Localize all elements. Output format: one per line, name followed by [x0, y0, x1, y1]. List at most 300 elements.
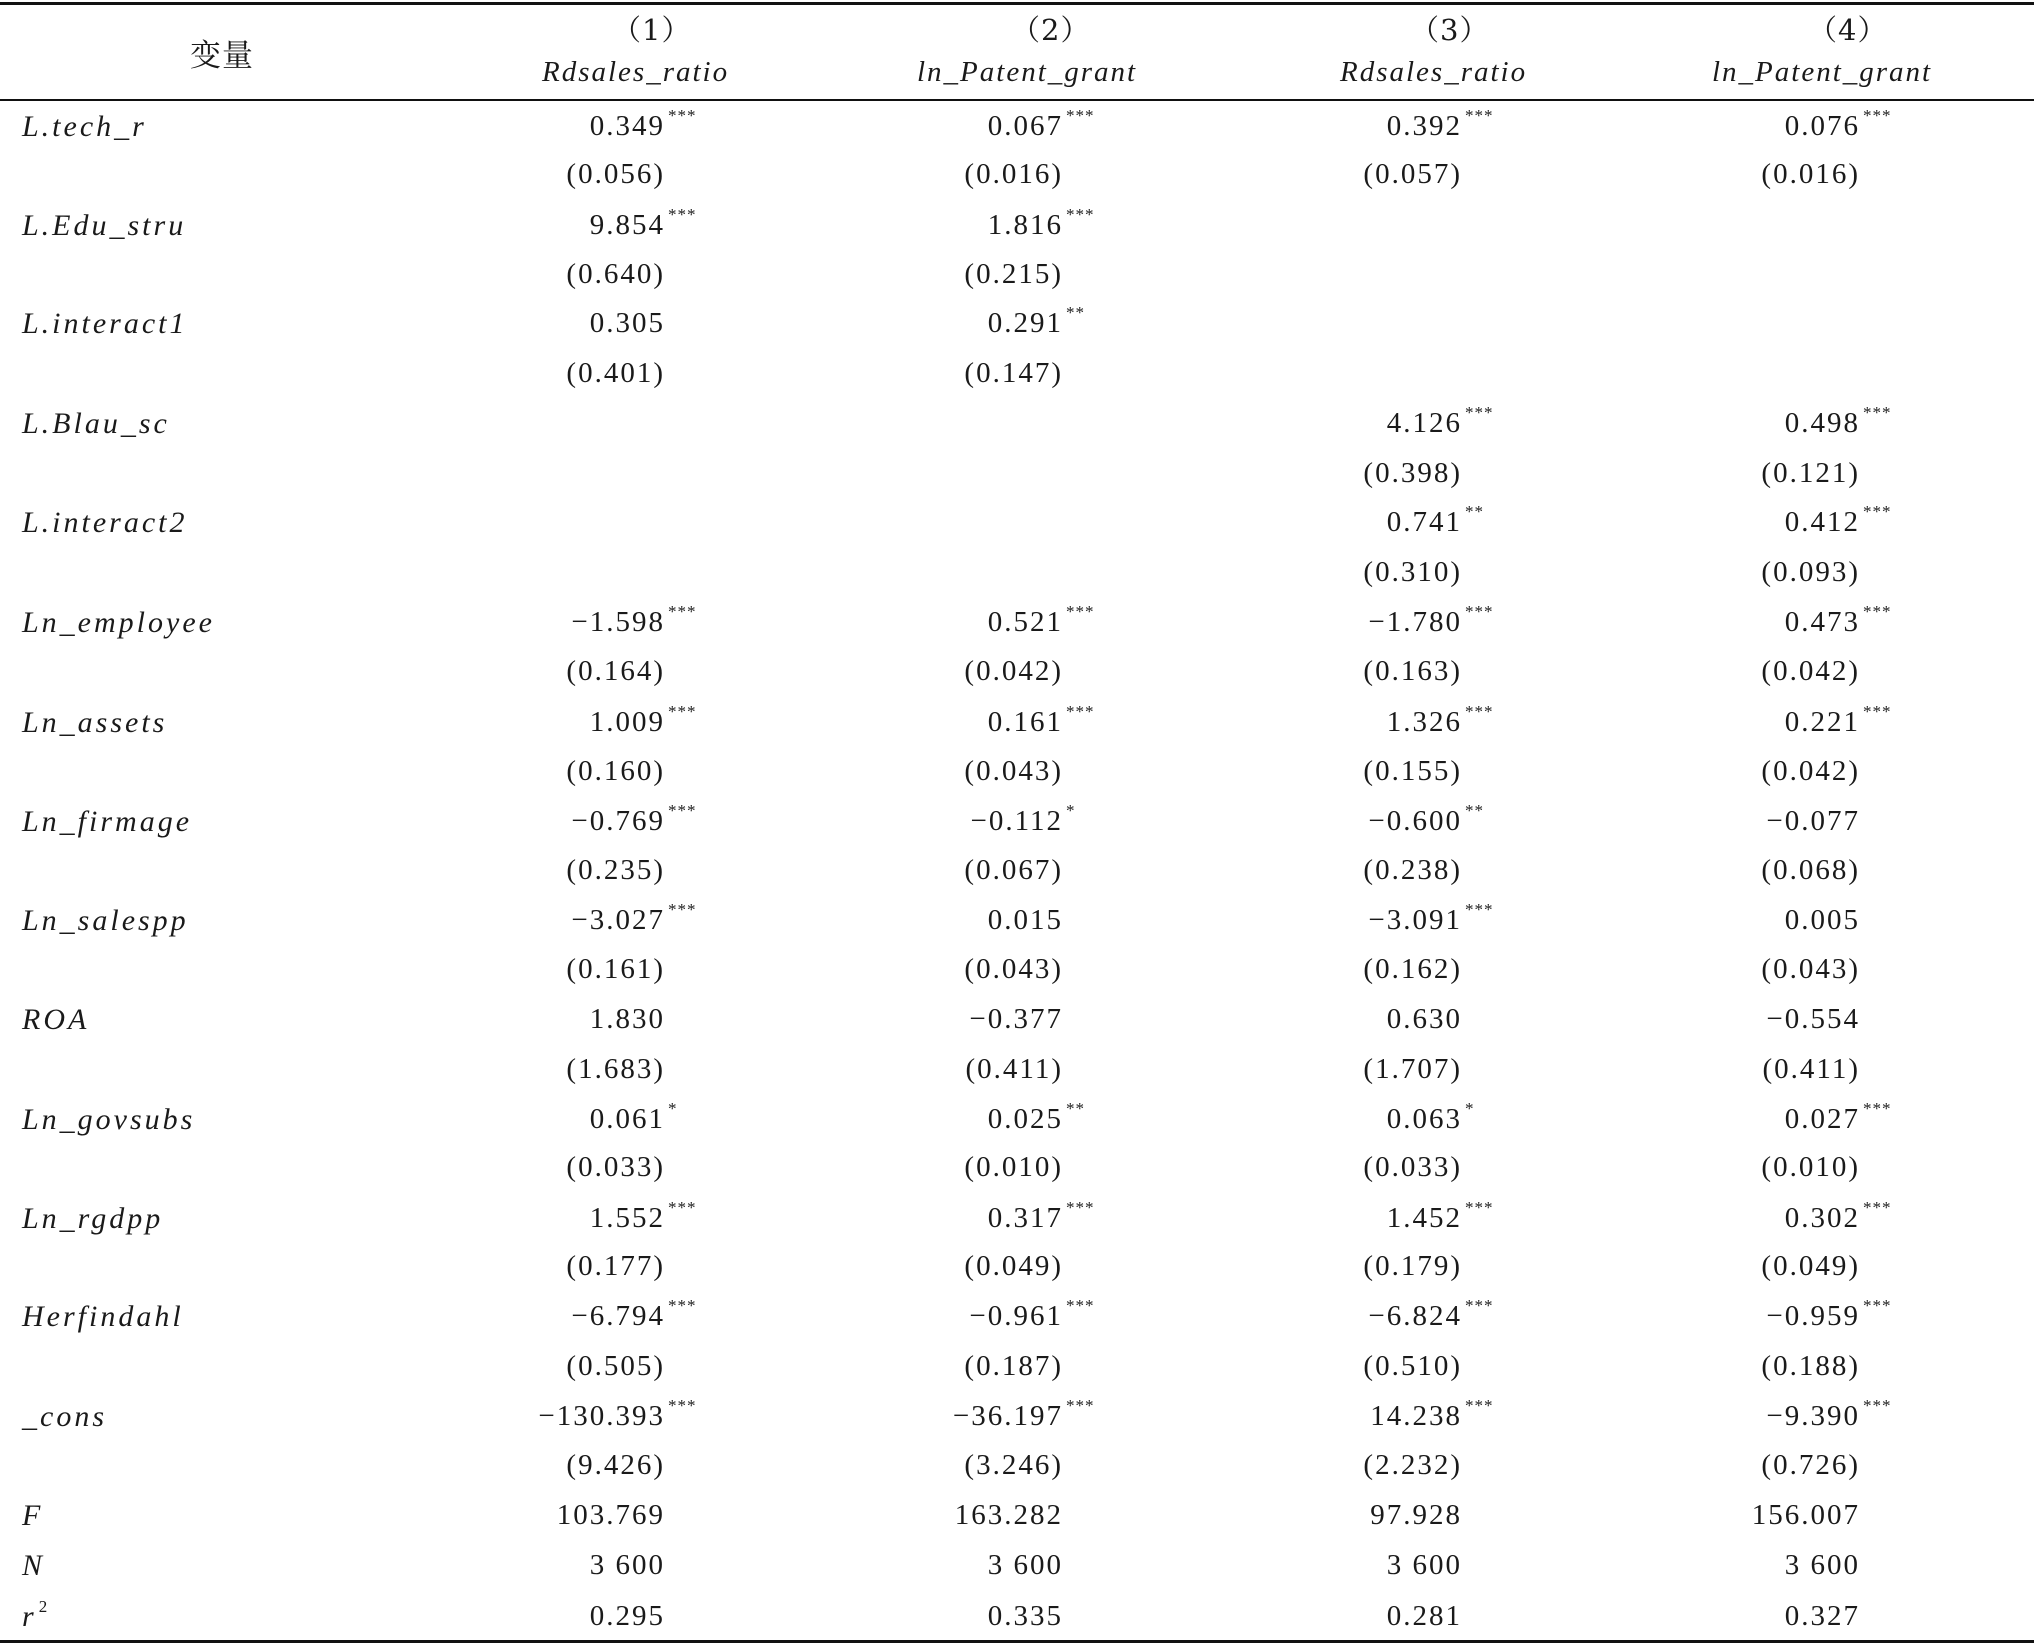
- significance-stars: ***: [1465, 602, 1494, 621]
- cell-value: 0.027: [1784, 1103, 1860, 1135]
- table-cell: [571, 1296, 697, 1333]
- cell-value: 0.015: [987, 904, 1063, 936]
- table-cell: [538, 1396, 697, 1433]
- cell-value: (0.398): [1363, 457, 1462, 489]
- cell-value: −0.077: [1766, 805, 1860, 837]
- row-label: [22, 706, 167, 740]
- row-label-text: N: [22, 1549, 46, 1582]
- table-cell: [1784, 1099, 1892, 1136]
- cell-value: −3.091: [1368, 904, 1462, 936]
- table-cell: [1785, 1549, 1860, 1582]
- column-number-3: （3）: [1410, 13, 1490, 47]
- cell-value: 0.498: [1784, 407, 1860, 439]
- table-cell: [964, 357, 1063, 390]
- significance-stars: ***: [1863, 602, 1892, 621]
- cell-value: 0.349: [589, 110, 665, 142]
- table-cell: [1363, 457, 1462, 490]
- significance-stars: ***: [1066, 702, 1095, 721]
- table-cell: [964, 953, 1063, 986]
- cell-value: −0.112: [970, 805, 1063, 837]
- table-cell: [966, 1053, 1064, 1086]
- table-cell: [969, 1296, 1095, 1333]
- cell-value: 1.452: [1386, 1202, 1462, 1234]
- cell-value: 0.061: [589, 1103, 665, 1135]
- cell-value: (0.188): [1761, 1350, 1860, 1382]
- table-cell: [964, 854, 1063, 887]
- significance-stars: ***: [668, 602, 697, 621]
- significance-stars: ***: [1465, 1296, 1494, 1315]
- cell-value: (0.155): [1363, 755, 1462, 787]
- table-cell: [1363, 755, 1462, 788]
- significance-stars: ***: [1863, 502, 1892, 521]
- significance-stars: ***: [668, 1296, 697, 1315]
- row-label-text: L.interact1: [22, 307, 188, 340]
- table-cell: [590, 307, 665, 340]
- cell-value: (0.057): [1363, 158, 1462, 190]
- table-cell: [1363, 1053, 1462, 1086]
- cell-value: −6.824: [1368, 1300, 1462, 1332]
- table-cell: [566, 158, 665, 191]
- cell-value: −1.780: [1368, 606, 1462, 638]
- table-cell: [1784, 106, 1892, 143]
- cell-value: 1.830: [589, 1003, 665, 1035]
- cell-value: 1.009: [589, 706, 665, 738]
- cell-value: 156.007: [1751, 1499, 1860, 1531]
- cell-value: −0.600: [1368, 805, 1462, 837]
- cell-value: (0.505): [566, 1350, 665, 1382]
- cell-value: 0.063: [1386, 1103, 1462, 1135]
- table-cell: [1363, 556, 1462, 589]
- table-cell: [1785, 904, 1860, 937]
- row-label: [22, 805, 192, 839]
- row-label: [22, 606, 215, 640]
- cell-value: 163.282: [954, 1499, 1063, 1531]
- table-cell: [566, 1053, 665, 1086]
- table-cell: [1766, 1396, 1892, 1433]
- table-cell: [970, 801, 1076, 838]
- row-label-text: ROA: [22, 1003, 90, 1036]
- table-cell: [566, 755, 665, 788]
- cell-value: (0.162): [1363, 953, 1462, 985]
- table-cell: [1763, 1053, 1861, 1086]
- row-label-text: Ln_rgdpp: [22, 1202, 164, 1235]
- table-cell: [566, 258, 665, 291]
- table-cell: [987, 205, 1095, 242]
- table-cell: [987, 1099, 1085, 1136]
- table-cell: [1761, 1350, 1860, 1383]
- table-cell: [1761, 953, 1860, 986]
- cell-value: (0.016): [964, 158, 1063, 190]
- cell-value: 0.305: [589, 307, 665, 339]
- table-cell: [1784, 403, 1892, 440]
- cell-value: 0.741: [1386, 506, 1462, 538]
- table-cell: [952, 1396, 1095, 1433]
- cell-value: (0.163): [1363, 655, 1462, 687]
- cell-value: 3 600: [1386, 1549, 1462, 1581]
- table-cell: [1368, 801, 1484, 838]
- table-cell: [1761, 755, 1860, 788]
- cell-value: (0.068): [1761, 854, 1860, 886]
- dependent-variable-4: ln_Patent_grant: [1712, 56, 1933, 88]
- cell-value: (0.160): [566, 755, 665, 787]
- row-label-text: Ln_firmage: [22, 805, 193, 838]
- table-cell: [1761, 158, 1860, 191]
- row-label-text: L.Blau_sc: [22, 407, 170, 440]
- table-cell: [1752, 1499, 1860, 1532]
- cell-value: 0.295: [589, 1600, 665, 1632]
- significance-stars: ***: [1863, 1296, 1892, 1315]
- cell-value: (0.411): [965, 1053, 1063, 1085]
- cell-value: (0.411): [1762, 1053, 1860, 1085]
- cell-value: (0.177): [566, 1250, 665, 1282]
- cell-value: (0.033): [566, 1151, 665, 1183]
- cell-value: (0.010): [1761, 1151, 1860, 1183]
- cell-value: −0.554: [1766, 1003, 1860, 1035]
- cell-value: −3.027: [571, 904, 665, 936]
- table-cell: [1368, 900, 1494, 937]
- cell-value: 1.326: [1386, 706, 1462, 738]
- table-cell: [589, 1099, 678, 1136]
- table-cell: [566, 953, 665, 986]
- significance-stars: ***: [1066, 602, 1095, 621]
- significance-stars: ***: [668, 106, 697, 125]
- table-cell: [964, 1250, 1063, 1283]
- table-cell: [589, 702, 697, 739]
- cell-value: −0.959: [1766, 1300, 1860, 1332]
- table-cell: [571, 801, 697, 838]
- table-cell: [1386, 106, 1494, 143]
- row-label: [22, 1549, 45, 1583]
- row-label: [22, 1103, 195, 1137]
- cell-value: (0.067): [964, 854, 1063, 886]
- table-cell: [1387, 1600, 1462, 1633]
- row-label: [22, 1400, 107, 1434]
- table-cell: [1363, 854, 1462, 887]
- cell-value: −0.961: [969, 1300, 1063, 1332]
- row-label: [22, 1300, 184, 1334]
- significance-stars: ***: [668, 205, 697, 224]
- table-cell: [1386, 702, 1494, 739]
- cell-value: 0.281: [1386, 1600, 1462, 1632]
- table-cell: [1363, 1350, 1462, 1383]
- table-cell: [1370, 1396, 1494, 1433]
- significance-stars: ***: [668, 801, 697, 820]
- table-cell: [964, 158, 1063, 191]
- row-label: [22, 407, 170, 441]
- table-cell: [1761, 1250, 1860, 1283]
- cell-value: (0.215): [964, 258, 1063, 290]
- table-cell: [988, 1549, 1063, 1582]
- cell-value: (0.121): [1761, 457, 1860, 489]
- cell-value: 3 600: [589, 1549, 665, 1581]
- cell-value: (0.056): [566, 158, 665, 190]
- table-cell: [1761, 457, 1860, 490]
- table-cell: [590, 1003, 665, 1036]
- cell-value: 0.630: [1386, 1003, 1462, 1035]
- cell-value: 0.412: [1784, 506, 1860, 538]
- cell-value: (0.093): [1761, 556, 1860, 588]
- cell-value: (0.016): [1761, 158, 1860, 190]
- table-cell: [1363, 953, 1462, 986]
- cell-value: 4.126: [1386, 407, 1462, 439]
- table-cell: [1784, 702, 1892, 739]
- table-cell: [964, 655, 1063, 688]
- row-label-text: _cons: [22, 1400, 107, 1433]
- cell-value: 0.521: [987, 606, 1063, 638]
- table-cell: [571, 900, 697, 937]
- table-cell: [566, 1250, 665, 1283]
- cell-value: 0.392: [1386, 110, 1462, 142]
- table-cell: [1386, 403, 1494, 440]
- cell-value: 0.473: [1784, 606, 1860, 638]
- table-cell: [1363, 1151, 1462, 1184]
- significance-stars: **: [1465, 801, 1484, 820]
- table-cell: [1784, 1198, 1892, 1235]
- table-cell: [566, 357, 665, 390]
- cell-value: (3.246): [964, 1449, 1063, 1481]
- table-cell: [1784, 602, 1892, 639]
- cell-value: (0.043): [964, 755, 1063, 787]
- cell-value: 0.317: [987, 1202, 1063, 1234]
- cell-value: 0.335: [987, 1600, 1063, 1632]
- table-cell: [964, 1350, 1063, 1383]
- cell-value: (0.238): [1363, 854, 1462, 886]
- cell-value: (9.426): [566, 1449, 665, 1481]
- dependent-variable-3: Rdsales_ratio: [1340, 56, 1528, 88]
- table-cell: [1785, 1600, 1860, 1633]
- cell-value: (0.161): [566, 953, 665, 985]
- table-cell: [987, 702, 1095, 739]
- cell-value: 0.161: [987, 706, 1063, 738]
- table-cell: [1368, 1296, 1494, 1333]
- row-label-text: F: [22, 1499, 44, 1532]
- significance-stars: ***: [1465, 403, 1494, 422]
- table-cell: [1784, 502, 1892, 539]
- cell-value: 9.854: [589, 209, 665, 241]
- table-cell: [1766, 1296, 1892, 1333]
- table-cell: [969, 1003, 1063, 1036]
- cell-value: (0.164): [566, 655, 665, 687]
- cell-value: (0.310): [1363, 556, 1462, 588]
- table-header-rule: [0, 99, 2034, 101]
- cell-value: −36.197: [952, 1400, 1063, 1432]
- table-cell: [1363, 1250, 1462, 1283]
- table-cell: [589, 205, 697, 242]
- table-cell: [964, 1449, 1063, 1482]
- cell-value: −0.377: [969, 1003, 1063, 1035]
- table-bottom-rule: [0, 1640, 2034, 1643]
- cell-value: (0.033): [1363, 1151, 1462, 1183]
- cell-value: (0.187): [964, 1350, 1063, 1382]
- table-cell: [1363, 158, 1462, 191]
- significance-stars: ***: [1465, 1198, 1494, 1217]
- cell-value: (0.235): [566, 854, 665, 886]
- significance-stars: **: [1066, 303, 1085, 322]
- cell-value: (0.726): [1761, 1449, 1860, 1481]
- cell-value: 0.302: [1784, 1202, 1860, 1234]
- row-label-text: r: [22, 1600, 37, 1633]
- cell-value: 97.928: [1370, 1499, 1462, 1531]
- column-number-4: （4）: [1808, 13, 1888, 47]
- row-label: [22, 1202, 163, 1236]
- row-label: [22, 307, 188, 341]
- significance-stars: ***: [1066, 1198, 1095, 1217]
- cell-value: 1.552: [589, 1202, 665, 1234]
- column-number-2: （2）: [1011, 13, 1091, 47]
- row-label: [22, 110, 147, 144]
- table-cell: [1387, 1003, 1462, 1036]
- table-cell: [987, 303, 1085, 340]
- table-cell: [589, 106, 697, 143]
- table-cell: [1386, 502, 1484, 539]
- significance-stars: ***: [668, 702, 697, 721]
- significance-stars: ***: [1465, 1396, 1494, 1415]
- cell-value: −1.598: [571, 606, 665, 638]
- table-cell: [566, 655, 665, 688]
- cell-value: (0.042): [1761, 655, 1860, 687]
- significance-stars: *: [1066, 801, 1076, 820]
- table-cell: [1761, 556, 1860, 589]
- cell-value: (1.707): [1363, 1053, 1462, 1085]
- row-label: [22, 1499, 43, 1533]
- cell-value: (0.179): [1363, 1250, 1462, 1282]
- cell-value: (0.043): [964, 953, 1063, 985]
- significance-stars: ***: [668, 1396, 697, 1415]
- cell-value: 0.327: [1784, 1600, 1860, 1632]
- significance-stars: **: [1465, 502, 1484, 521]
- row-label-text: Ln_assets: [22, 706, 168, 739]
- cell-value: (0.049): [1761, 1250, 1860, 1282]
- cell-value: 0.076: [1784, 110, 1860, 142]
- row-label-text: Ln_employee: [22, 606, 215, 639]
- row-label: [22, 1003, 89, 1037]
- table-cell: [964, 1151, 1063, 1184]
- table-cell: [988, 1600, 1063, 1633]
- cell-value: 0.291: [987, 307, 1063, 339]
- significance-stars: ***: [1465, 106, 1494, 125]
- row-label: [22, 904, 189, 938]
- cell-value: 3 600: [987, 1549, 1063, 1581]
- table-cell: [1386, 1198, 1494, 1235]
- cell-value: (0.640): [566, 258, 665, 290]
- table-cell: [589, 1198, 697, 1235]
- significance-stars: ***: [1066, 1296, 1095, 1315]
- significance-stars: ***: [1863, 1396, 1892, 1415]
- table-cell: [1363, 1449, 1462, 1482]
- cell-value: 103.769: [556, 1499, 665, 1531]
- table-cell: [590, 1600, 665, 1633]
- cell-value: (0.049): [964, 1250, 1063, 1282]
- cell-value: (0.010): [964, 1151, 1063, 1183]
- table-cell: [1766, 805, 1860, 838]
- cell-value: (0.147): [964, 357, 1063, 389]
- table-cell: [1386, 1099, 1475, 1136]
- significance-stars: ***: [1066, 106, 1095, 125]
- significance-stars: *: [1465, 1099, 1475, 1118]
- significance-stars: ***: [668, 1198, 697, 1217]
- cell-value: −9.390: [1766, 1400, 1860, 1432]
- table-cell: [955, 1499, 1063, 1532]
- dependent-variable-1: Rdsales_ratio: [542, 56, 730, 88]
- cell-value: 3 600: [1784, 1549, 1860, 1581]
- cell-value: (2.232): [1363, 1449, 1462, 1481]
- significance-stars: ***: [1066, 1396, 1095, 1415]
- significance-stars: *: [668, 1099, 678, 1118]
- cell-value: 0.067: [987, 110, 1063, 142]
- table-cell: [987, 106, 1095, 143]
- significance-stars: ***: [668, 900, 697, 919]
- table-cell: [988, 904, 1063, 937]
- significance-stars: ***: [1066, 205, 1095, 224]
- significance-stars: ***: [1863, 1198, 1892, 1217]
- table-cell: [1387, 1549, 1462, 1582]
- table-cell: [571, 602, 697, 639]
- table-cell: [987, 602, 1095, 639]
- dependent-variable-2: ln_Patent_grant: [917, 56, 1138, 88]
- row-label: [22, 209, 186, 243]
- significance-stars: ***: [1863, 702, 1892, 721]
- table-cell: [566, 854, 665, 887]
- table-cell: [566, 1151, 665, 1184]
- table-cell: [1761, 854, 1860, 887]
- cell-value: 0.005: [1784, 904, 1860, 936]
- significance-stars: ***: [1863, 1099, 1892, 1118]
- variable-column-header: 变量: [190, 38, 254, 74]
- table-cell: [1363, 655, 1462, 688]
- row-label-superscript: 2: [38, 1597, 51, 1616]
- table-cell: [964, 258, 1063, 291]
- cell-value: (0.401): [566, 357, 665, 389]
- cell-value: (0.510): [1363, 1350, 1462, 1382]
- cell-value: (0.042): [1761, 755, 1860, 787]
- significance-stars: ***: [1465, 900, 1494, 919]
- cell-value: 0.025: [987, 1103, 1063, 1135]
- cell-value: (1.683): [566, 1053, 665, 1085]
- cell-value: −6.794: [571, 1300, 665, 1332]
- column-number-1: （1）: [612, 13, 692, 47]
- row-label-text: L.tech_r: [22, 110, 147, 143]
- table-cell: [1368, 602, 1494, 639]
- cell-value: 0.221: [1784, 706, 1860, 738]
- cell-value: 1.816: [987, 209, 1063, 241]
- significance-stars: ***: [1863, 106, 1892, 125]
- significance-stars: ***: [1465, 702, 1494, 721]
- row-label-text: L.Edu_stru: [22, 209, 187, 242]
- row-label: [22, 1597, 51, 1634]
- table-cell: [566, 1449, 665, 1482]
- row-label: [22, 506, 188, 540]
- table-cell: [1766, 1003, 1860, 1036]
- row-label-text: Herfindahl: [22, 1300, 184, 1333]
- cell-value: (0.043): [1761, 953, 1860, 985]
- significance-stars: ***: [1863, 403, 1892, 422]
- row-label-text: Ln_govsubs: [22, 1103, 196, 1136]
- table-cell: [1761, 655, 1860, 688]
- table-top-rule: [0, 2, 2034, 5]
- table-cell: [566, 1350, 665, 1383]
- table-cell: [557, 1499, 665, 1532]
- table-cell: [1761, 1449, 1860, 1482]
- table-cell: [590, 1549, 665, 1582]
- cell-value: −130.393: [538, 1400, 665, 1432]
- cell-value: (0.042): [964, 655, 1063, 687]
- cell-value: −0.769: [571, 805, 665, 837]
- cell-value: 14.238: [1370, 1400, 1462, 1432]
- table-cell: [1370, 1499, 1462, 1532]
- significance-stars: **: [1066, 1099, 1085, 1118]
- table-cell: [1761, 1151, 1860, 1184]
- table-cell: [964, 755, 1063, 788]
